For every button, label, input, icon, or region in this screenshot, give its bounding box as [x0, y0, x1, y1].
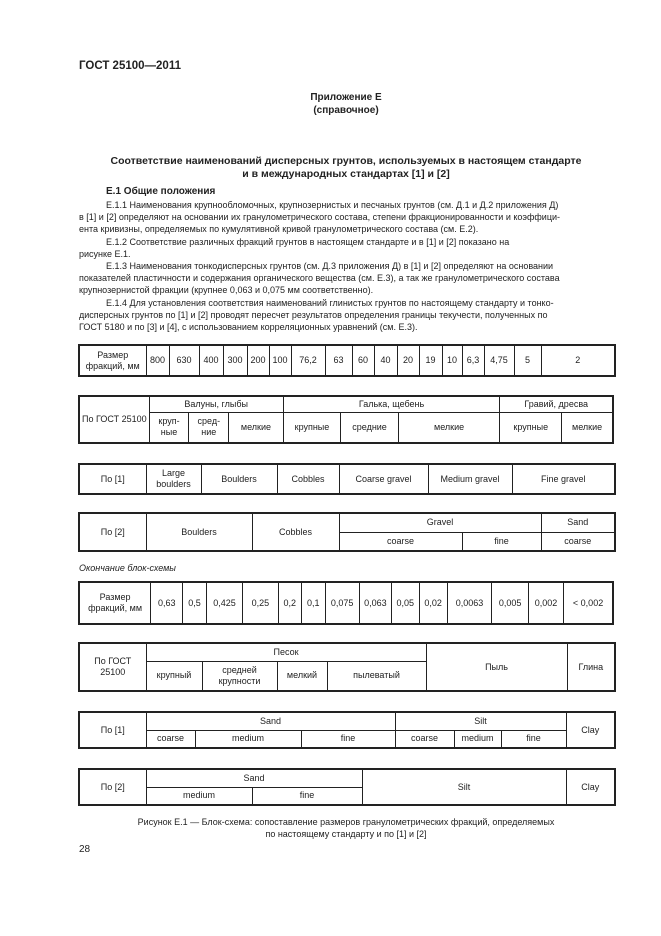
page-number: 28 — [79, 844, 91, 855]
paragraph-line: рисунке Е.1. — [79, 248, 131, 259]
subgroup-cell: fine — [462, 532, 541, 551]
subgroup-cell: fine — [252, 787, 362, 805]
fraction-cell: Large boulders — [146, 464, 201, 494]
fraction-sizes-table-1 — [78, 344, 616, 377]
fraction-cell: Boulders — [146, 513, 252, 551]
subgroup-cell: крупные — [283, 412, 341, 443]
size-cell: 0,425 — [206, 582, 242, 624]
row-label: По [2] — [79, 769, 146, 805]
subgroup-cell: medium — [195, 730, 301, 748]
group-cell: Пыль — [426, 643, 567, 691]
appendix-title: Приложение Е — [310, 92, 382, 103]
size-cell: 400 — [199, 345, 223, 376]
size-cell: 100 — [269, 345, 291, 376]
paragraph-line: дисперсных грунтов по [1] и [2] проводят пересчет результатов определения границы текучести, полученных по — [79, 309, 548, 320]
size-cell: 76,2 — [291, 345, 325, 376]
row-label: Размер фракций, мм — [79, 582, 151, 624]
group-cell: Песок — [146, 643, 426, 661]
fraction-cell: Medium gravel — [428, 464, 512, 494]
caption-line2: по настоящему стандарту и по [1] и [2] — [265, 829, 427, 839]
size-cell: 0,63 — [151, 582, 183, 624]
paragraph-line: Е.1.1 Наименования крупнообломочных, крупнозернистых и песчаных грунтов (см. Д.1 и Д.2 приложения Д) — [106, 200, 559, 210]
group-cell: Галька, щебень — [283, 396, 500, 412]
group-cell: Gravel — [339, 513, 541, 532]
size-cell: 0,05 — [391, 582, 419, 624]
subgroup-cell: мелкие — [562, 412, 613, 443]
paragraph-line: крупнозернистой фракции (крупнее 0,063 и 0,075 мм соответственно). — [79, 285, 374, 296]
size-cell: 20 — [397, 345, 419, 376]
row-label: По [1] — [79, 712, 146, 748]
gost-coarse-table — [78, 395, 614, 444]
size-cell: 630 — [169, 345, 199, 376]
doc-title-line1: Соответствие наименований дисперсных грунтов, используемых в настоящем стандарте — [110, 155, 582, 167]
paragraph-line: Е.1.4 Для установления соответствия наименований глинистых грунтов по настоящему стандарту и тонко- — [106, 297, 554, 308]
size-cell: 800 — [146, 345, 169, 376]
appendix-subtitle: (справочное) — [313, 105, 379, 116]
subgroup-cell: круп-ные — [149, 412, 189, 443]
size-cell: 0,5 — [183, 582, 207, 624]
group-cell: Clay — [566, 769, 615, 805]
size-cell: 0,25 — [243, 582, 278, 624]
subgroup-cell: fine — [301, 730, 395, 748]
group-cell: Глина — [567, 643, 615, 691]
subgroup-cell: medium — [454, 730, 501, 748]
size-cell: 0,1 — [302, 582, 326, 624]
subgroup-cell: средние — [341, 412, 399, 443]
paragraph-line: в [1] и [2] определяют на основании их гранулометрического состава, степени фракционированности и коэффици- — [79, 212, 561, 223]
subgroup-cell: пылеватый — [327, 661, 426, 691]
group-cell: Sand — [146, 769, 362, 787]
subgroup-cell: мелкие — [398, 412, 500, 443]
gost-fine-table — [78, 642, 616, 692]
subgroup-cell: coarse — [541, 532, 615, 551]
size-cell: 0,063 — [359, 582, 391, 624]
size-cell: 4,75 — [484, 345, 514, 376]
group-cell: Silt — [395, 712, 566, 730]
subgroup-cell: средней крупности — [202, 661, 277, 691]
fraction-sizes-table-2 — [78, 581, 614, 625]
paragraph-line: ента кривизны, определяемых по кумулятивной кривой гранулометрического состава (см. Е.2). — [79, 224, 479, 235]
iso2-coarse-table — [78, 512, 616, 552]
row-label: По ГОСТ 25100 — [79, 396, 149, 443]
group-cell: Clay — [566, 712, 615, 748]
group-cell: Гравий, дресва — [500, 396, 613, 412]
size-cell: 10 — [442, 345, 462, 376]
fraction-cell: Cobbles — [277, 464, 339, 494]
figure-caption — [79, 816, 613, 840]
size-cell: 19 — [419, 345, 442, 376]
size-cell: 0,02 — [419, 582, 447, 624]
paragraph-line: Е.1.2 Соответствие различных фракций грунтов в настоящем стандарте и в [1] и [2] показано на — [106, 236, 510, 247]
subgroup-cell: fine — [501, 730, 566, 748]
caption-line1: Рисунок Е.1 — Блок-схема: сопоставление размеров гранулометрических фракций, определяемых — [137, 817, 555, 827]
continuation-label: Окончание блок-схемы — [79, 563, 176, 573]
subgroup-cell: мелкий — [277, 661, 327, 691]
size-cell: 0,005 — [492, 582, 528, 624]
size-cell: 5 — [514, 345, 541, 376]
row-label: По [2] — [79, 513, 146, 551]
size-cell: 200 — [247, 345, 269, 376]
section-heading: Е.1 Общие положения — [106, 186, 216, 197]
group-cell: Sand — [146, 712, 395, 730]
iso1-coarse-table — [78, 463, 616, 495]
row-label: Размер фракций, мм — [79, 345, 146, 376]
row-label: По [1] — [79, 464, 146, 494]
size-cell: 0,0063 — [447, 582, 492, 624]
size-cell: 63 — [325, 345, 352, 376]
fraction-cell: Cobbles — [252, 513, 339, 551]
row-label: По ГОСТ 25100 — [79, 643, 146, 691]
subgroup-cell: крупный — [146, 661, 202, 691]
size-cell: 300 — [223, 345, 247, 376]
fraction-cell: Boulders — [201, 464, 277, 494]
group-cell: Валуны, глыбы — [149, 396, 283, 412]
doc-title-line2: и в международных стандартах [1] и [2] — [242, 168, 450, 180]
paragraph-line: ГОСТ 5180 и по [3] и [4], с использованием корреляционных уравнений (см. Е.3). — [79, 322, 418, 333]
size-cell: 0,2 — [278, 582, 302, 624]
subgroup-cell: medium — [146, 787, 252, 805]
subgroup-cell: крупные — [500, 412, 562, 443]
group-cell: Silt — [362, 769, 566, 805]
iso1-fine-table — [78, 711, 616, 749]
paragraph-line: Е.1.3 Наименования тонкодисперсных грунтов (см. Д.3 приложения Д) в [1] и [2] определяют на основании — [106, 261, 554, 272]
fraction-cell: Coarse gravel — [339, 464, 428, 494]
size-cell: 6,3 — [462, 345, 484, 376]
iso2-fine-table — [78, 768, 616, 806]
fraction-cell: Fine gravel — [512, 464, 615, 494]
size-cell: 40 — [374, 345, 397, 376]
size-cell: < 0,002 — [564, 582, 613, 624]
size-cell: 0,002 — [528, 582, 563, 624]
size-cell: 2 — [541, 345, 615, 376]
paragraph-line: показателей пластичности и содержания органического вещества (см. Е.3), а так же гранулометрического состава — [79, 273, 560, 284]
size-cell: 0,075 — [325, 582, 359, 624]
subgroup-cell: сред-ние — [189, 412, 229, 443]
subgroup-cell: coarse — [146, 730, 195, 748]
subgroup-cell: coarse — [339, 532, 462, 551]
subgroup-cell: coarse — [395, 730, 454, 748]
subgroup-cell: мелкие — [229, 412, 283, 443]
body-text — [79, 199, 613, 333]
group-cell: Sand — [541, 513, 615, 532]
size-cell: 60 — [352, 345, 374, 376]
doc-header: ГОСТ 25100—2011 — [79, 60, 181, 72]
